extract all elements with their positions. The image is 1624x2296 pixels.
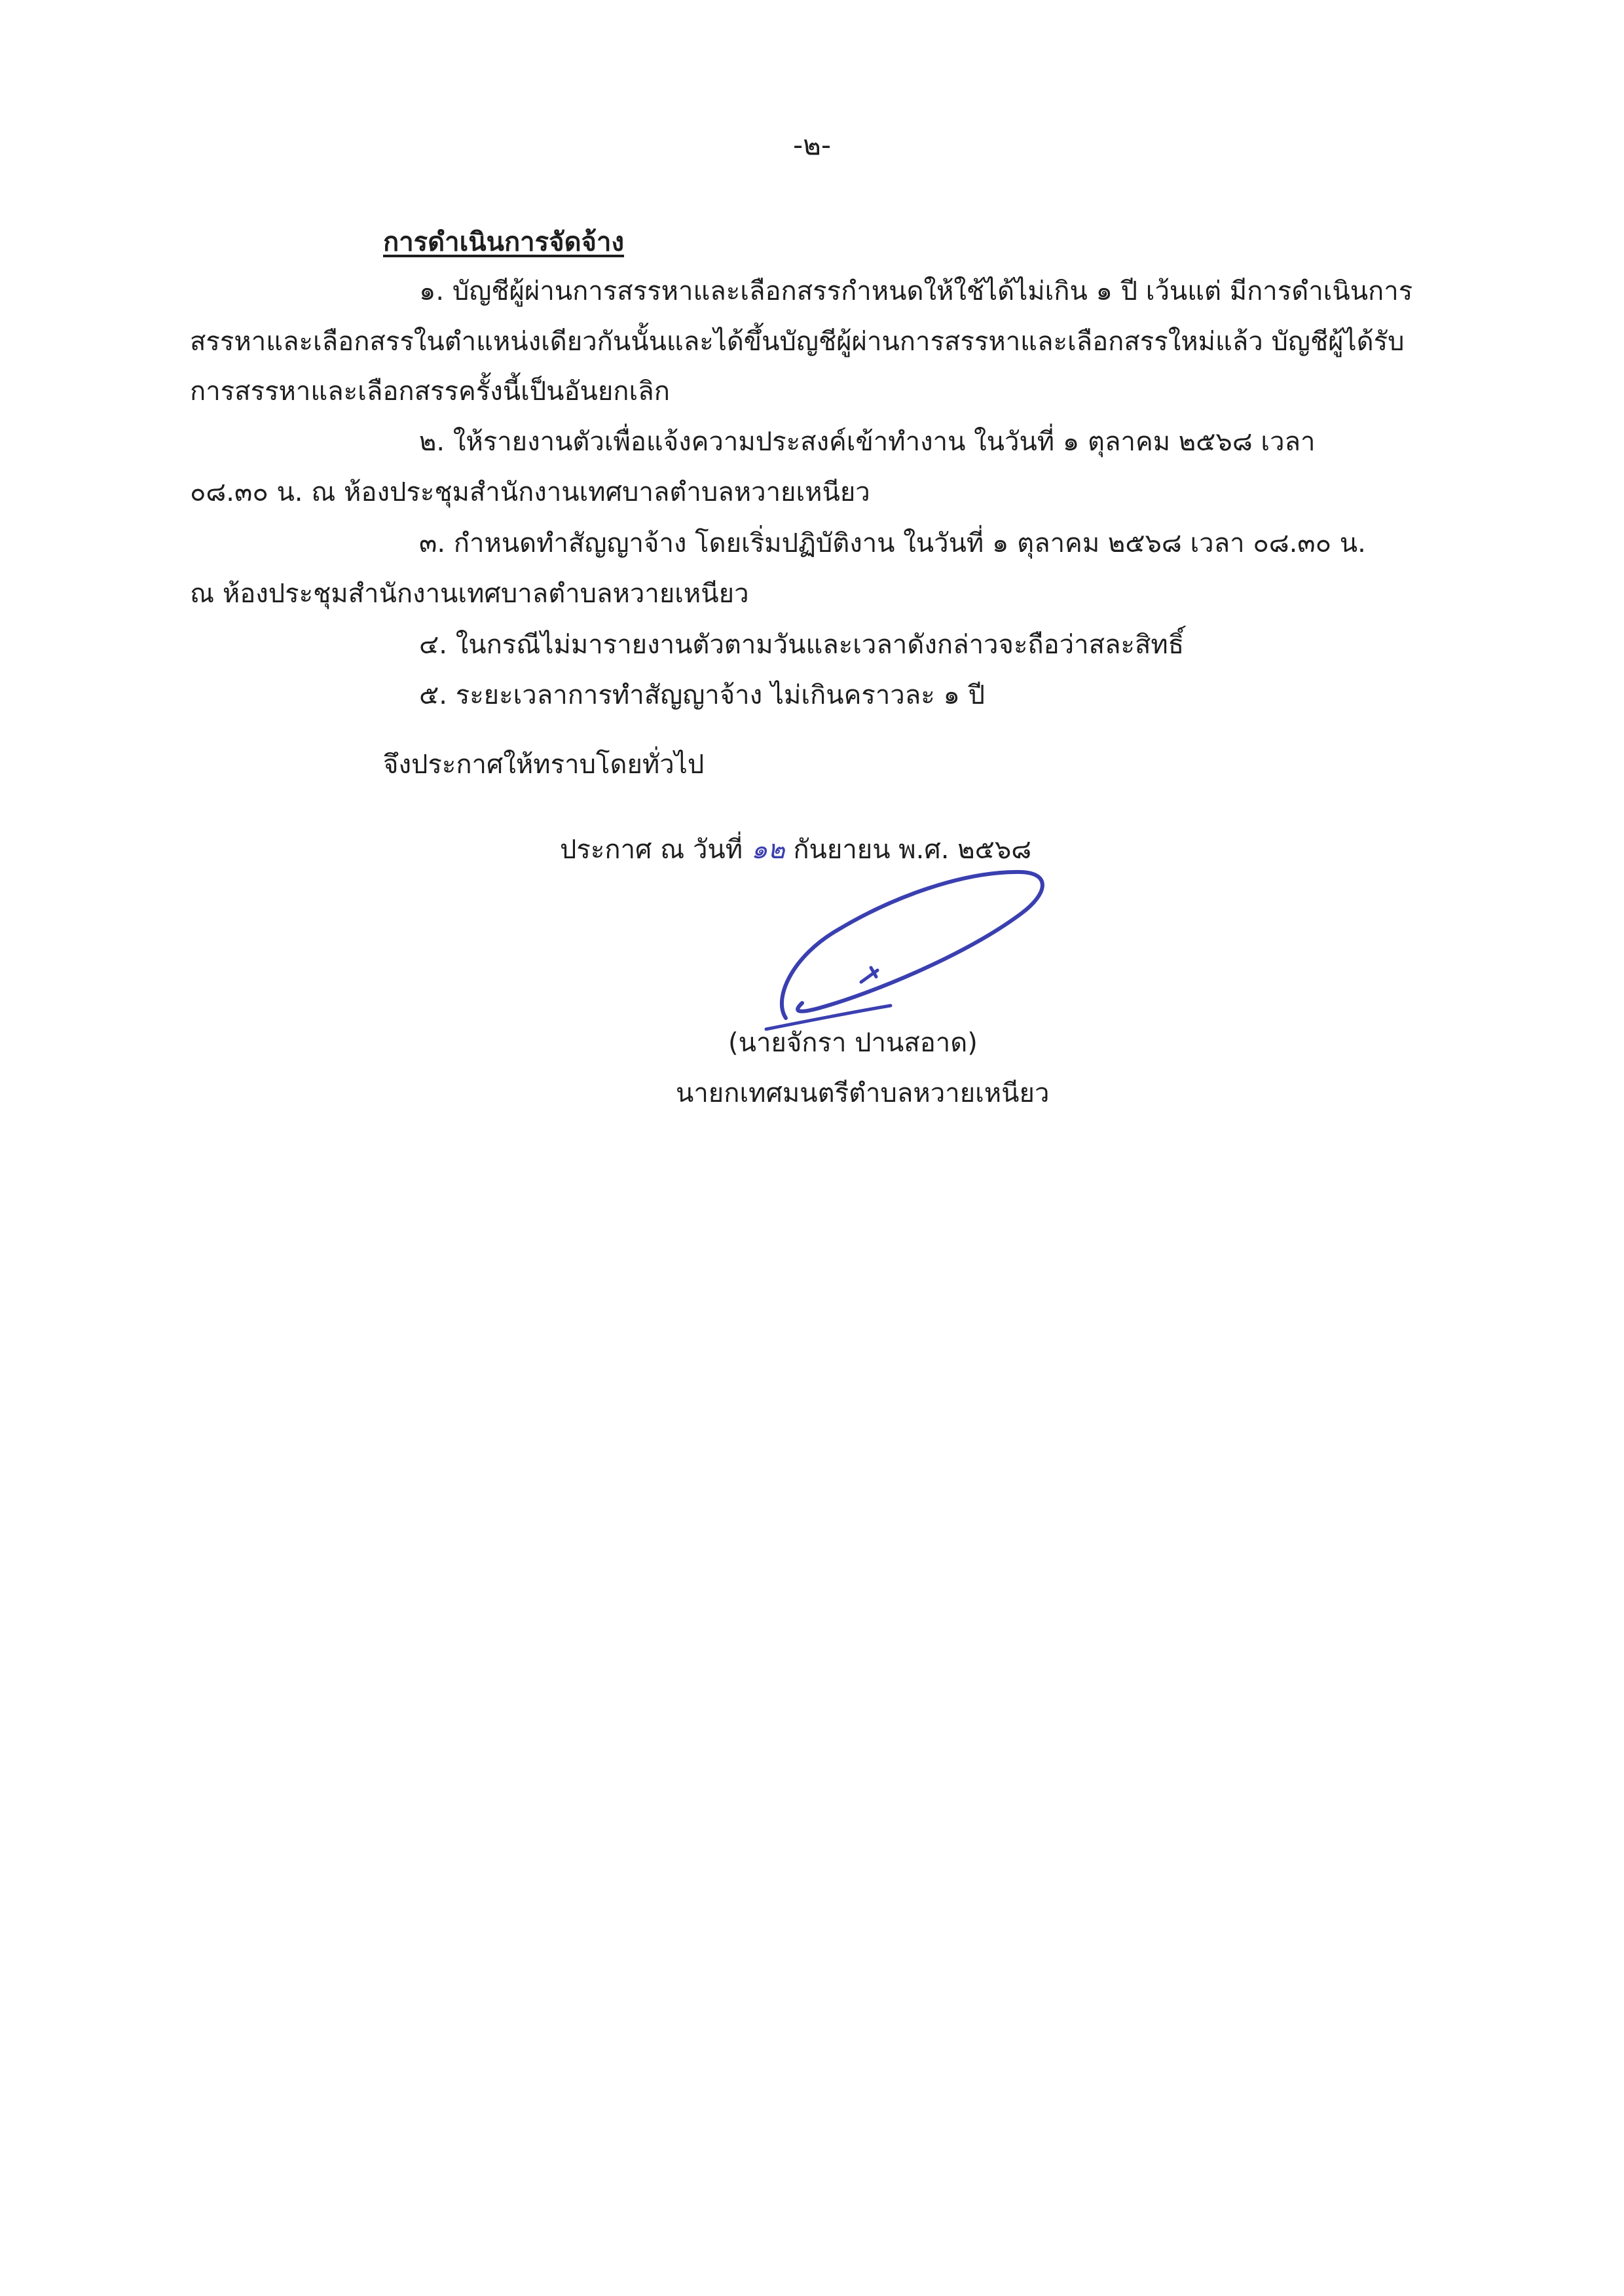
item-2-line-2: ๐๘.๓๐ น. ณ ห้องประชุมสำนักงานเทศบาลตำบลหวายเหนียว bbox=[190, 477, 870, 507]
announcement-prefix: ประกาศ ณ วันที่ bbox=[560, 835, 751, 865]
item-1-line-2: สรรหาและเลือกสรรในตำแหน่งเดียวกันนั้นและได้ขึ้นบัญชีผู้ผ่านการสรรหาและเลือกสรรใหม่แล้ว บัญชีผู้ได้รับ bbox=[190, 327, 1405, 357]
item-1-line-1: ๑. บัญชีผู้ผ่านการสรรหาและเลือกสรรกำหนดให้ใช้ได้ไม่เกิน ๑ ปี เว้นแต่ มีการดำเนินการ bbox=[419, 276, 1413, 306]
signer-title: นายกเทศมนตรีตำบลหวายเหนียว bbox=[676, 1078, 1050, 1108]
item-3-line-2: ณ ห้องประชุมสำนักงานเทศบาลตำบลหวายเหนียว bbox=[190, 579, 749, 609]
signature-icon bbox=[747, 858, 1061, 1041]
closing-statement: จึงประกาศให้ทราบโดยทั่วไป bbox=[383, 750, 705, 780]
item-4-line-1: ๔. ในกรณีไม่มารายงานตัวตามวันและเวลาดังกล่าวจะถือว่าสละสิทธิ์ bbox=[419, 630, 1185, 660]
item-2-line-1: ๒. ให้รายงานตัวเพื่อแจ้งความประสงค์เข้าทำงาน ในวันที่ ๑ ตุลาคม ๒๕๖๘ เวลา bbox=[419, 427, 1316, 457]
item-1-line-3: การสรรหาและเลือกสรรครั้งนี้เป็นอันยกเลิก bbox=[190, 376, 670, 407]
page-number: -๒- bbox=[793, 129, 831, 161]
item-5-line-1: ๕. ระยะเวลาการทำสัญญาจ้าง ไม่เกินคราวละ ๑ ปี bbox=[419, 680, 985, 710]
section-heading: การดำเนินการจัดจ้าง bbox=[383, 227, 624, 257]
announcement-suffix: กันยายน พ.ศ. ๒๕๖๘ bbox=[784, 835, 1032, 865]
signer-name: (นายจักรา ปานสอาด) bbox=[728, 1028, 978, 1058]
item-3-line-1: ๓. กำหนดทำสัญญาจ้าง โดยเริ่มปฏิบัติงาน ในวันที่ ๑ ตุลาคม ๒๕๖๘ เวลา ๐๘.๓๐ น. bbox=[419, 528, 1366, 558]
handwritten-day: ๑๒ bbox=[750, 835, 785, 865]
